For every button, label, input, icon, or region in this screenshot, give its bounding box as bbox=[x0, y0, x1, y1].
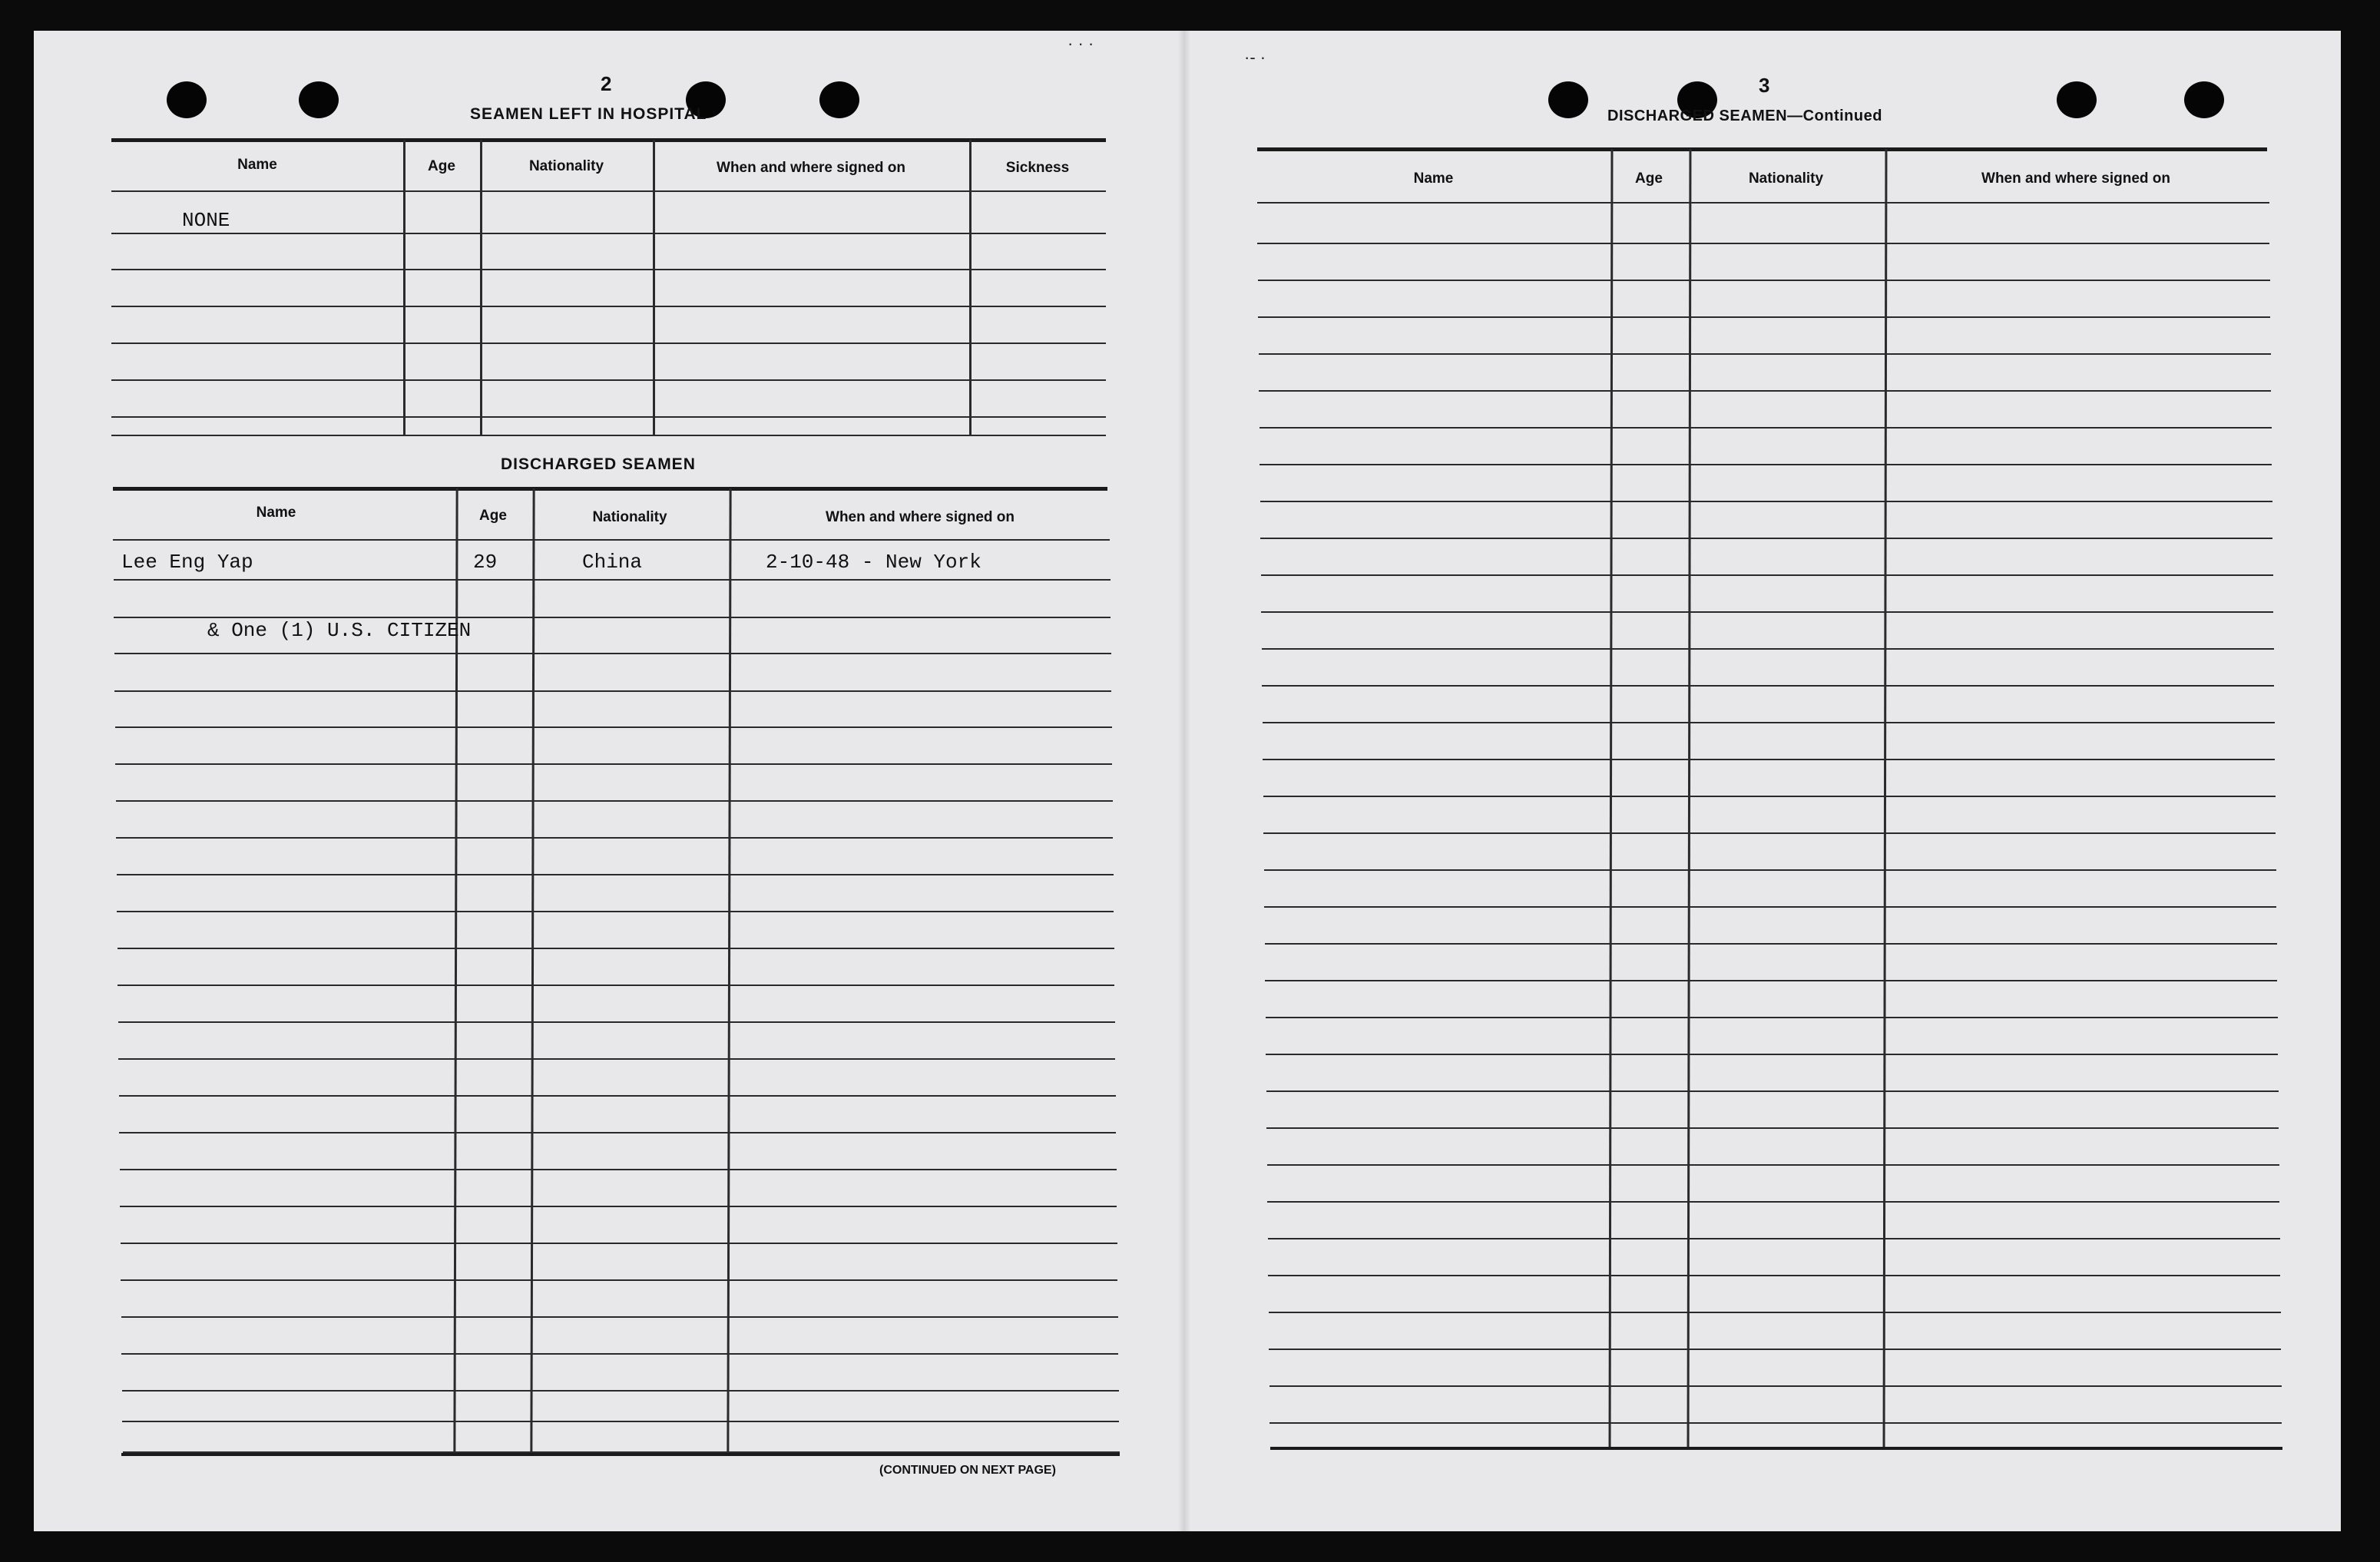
discharged-col-nationality: Nationality bbox=[592, 509, 667, 525]
row-rule bbox=[1266, 1127, 2279, 1129]
row-rule bbox=[120, 1169, 1117, 1170]
row-rule bbox=[1268, 1238, 2280, 1239]
row-rule bbox=[114, 617, 1111, 618]
row-rule bbox=[111, 233, 1106, 234]
row-rule bbox=[115, 763, 1112, 765]
column-divider bbox=[403, 140, 405, 436]
punch-hole bbox=[299, 81, 339, 118]
row-rule bbox=[111, 416, 1106, 418]
continued-table-top-rule bbox=[1257, 147, 2267, 151]
row-rule bbox=[1260, 464, 2272, 465]
discharged-table-top-rule bbox=[113, 487, 1107, 491]
row-rule bbox=[1266, 1054, 2278, 1055]
punch-hole bbox=[2184, 81, 2224, 118]
row-rule bbox=[1268, 1275, 2280, 1276]
row-rule bbox=[1262, 685, 2274, 687]
scan-mark: · · · bbox=[1068, 34, 1094, 53]
row-rule bbox=[114, 653, 1111, 654]
row-rule bbox=[118, 1058, 1115, 1060]
row-rule bbox=[1260, 501, 2272, 502]
punch-hole bbox=[167, 81, 207, 118]
row-rule bbox=[1257, 243, 2269, 244]
row-rule bbox=[121, 1353, 1118, 1355]
continued-col-nationality: Nationality bbox=[1748, 170, 1824, 187]
hospital-col-age: Age bbox=[428, 158, 455, 174]
row-rule bbox=[1267, 1201, 2279, 1203]
row-rule bbox=[122, 1390, 1119, 1392]
row-rule bbox=[1263, 722, 2275, 723]
scan-mark: ·- · bbox=[1244, 48, 1266, 67]
row-rule bbox=[1269, 1385, 2282, 1387]
row-rule bbox=[1260, 538, 2272, 539]
column-divider bbox=[969, 140, 972, 436]
hospital-col-sickness: Sickness bbox=[1005, 160, 1070, 176]
row-rule bbox=[1258, 316, 2270, 318]
punch-hole bbox=[819, 81, 859, 118]
row-rule bbox=[1259, 353, 2271, 355]
row-rule bbox=[1266, 1090, 2279, 1092]
row-rule bbox=[121, 1279, 1117, 1281]
row-rule bbox=[1263, 832, 2276, 834]
continued-footer: (CONTINUED ON NEXT PAGE) bbox=[879, 1464, 1056, 1477]
discharged-col-name: Name bbox=[256, 505, 296, 521]
row-rule bbox=[114, 690, 1111, 692]
row-rule bbox=[1259, 390, 2271, 392]
row-rule bbox=[111, 379, 1106, 381]
hospital-table-header-rule bbox=[111, 190, 1106, 192]
row-rule bbox=[121, 1316, 1118, 1318]
row-rule bbox=[111, 306, 1106, 307]
discharged-row-age: 29 bbox=[473, 551, 498, 574]
row-rule bbox=[1261, 574, 2273, 576]
continued-section-title: DISCHARGED SEAMEN—Continued bbox=[1607, 108, 1882, 124]
row-rule bbox=[1269, 1312, 2281, 1313]
discharged-col-signed-on: When and where signed on bbox=[826, 509, 1015, 525]
row-rule bbox=[121, 1243, 1117, 1244]
row-rule bbox=[118, 948, 1114, 949]
continued-col-signed-on: When and where signed on bbox=[1981, 170, 2170, 187]
row-rule bbox=[1266, 1017, 2278, 1018]
row-rule bbox=[1269, 1422, 2282, 1424]
row-rule bbox=[1262, 648, 2274, 650]
discharged-row-nationality: China bbox=[582, 551, 643, 574]
page-number-left: 2 bbox=[601, 72, 612, 95]
column-divider bbox=[480, 140, 482, 436]
discharged-row-signed-on: 2-10-48 - New York bbox=[766, 551, 981, 574]
punch-hole bbox=[1548, 81, 1588, 118]
row-rule bbox=[111, 343, 1106, 344]
row-rule bbox=[115, 726, 1112, 728]
row-rule bbox=[116, 837, 1113, 839]
row-rule bbox=[1265, 943, 2277, 945]
row-rule bbox=[1261, 611, 2273, 613]
continued-col-age: Age bbox=[1635, 170, 1663, 187]
discharged-table-header-rule bbox=[113, 539, 1110, 541]
row-rule bbox=[114, 579, 1111, 581]
punch-hole bbox=[2057, 81, 2097, 118]
row-rule bbox=[1267, 1164, 2279, 1166]
hospital-section-title: SEAMEN LEFT IN HOSPITAL bbox=[470, 105, 707, 123]
hospital-col-signed-on: When and where signed on bbox=[717, 160, 905, 176]
discharged-table-bottom-rule bbox=[121, 1453, 1120, 1456]
row-rule bbox=[1258, 280, 2270, 281]
row-rule bbox=[1265, 980, 2277, 981]
column-divider bbox=[653, 140, 655, 436]
continued-table-bottom-rule bbox=[1270, 1447, 2282, 1450]
hospital-table-bottom-rule bbox=[111, 435, 1106, 436]
row-rule bbox=[1264, 906, 2276, 908]
row-rule bbox=[1264, 869, 2276, 871]
hospital-col-nationality: Nationality bbox=[528, 158, 604, 174]
row-rule bbox=[122, 1421, 1119, 1422]
row-rule bbox=[117, 911, 1114, 912]
row-rule bbox=[120, 1206, 1117, 1207]
discharged-note: & One (1) U.S. CITIZEN bbox=[207, 619, 472, 642]
discharged-row-name: Lee Eng Yap bbox=[121, 551, 253, 574]
row-rule bbox=[111, 269, 1106, 270]
row-rule bbox=[116, 800, 1113, 802]
row-rule bbox=[1260, 427, 2272, 429]
discharged-section-title: DISCHARGED SEAMEN bbox=[501, 455, 696, 473]
page-fold bbox=[1178, 31, 1190, 1531]
row-rule bbox=[117, 874, 1114, 875]
continued-table-header-rule bbox=[1257, 202, 2269, 204]
hospital-table-top-rule bbox=[111, 138, 1106, 142]
hospital-row-name: NONE bbox=[182, 209, 230, 232]
hospital-col-name: Name bbox=[237, 157, 277, 173]
row-rule bbox=[119, 1132, 1116, 1133]
discharged-col-age: Age bbox=[479, 508, 507, 524]
row-rule bbox=[118, 985, 1114, 986]
continued-col-name: Name bbox=[1413, 170, 1454, 187]
row-rule bbox=[1263, 796, 2276, 797]
row-rule bbox=[119, 1095, 1116, 1097]
row-rule bbox=[1269, 1349, 2281, 1350]
row-rule bbox=[1263, 759, 2275, 760]
row-rule bbox=[118, 1021, 1115, 1023]
page-number-right: 3 bbox=[1759, 74, 1770, 97]
